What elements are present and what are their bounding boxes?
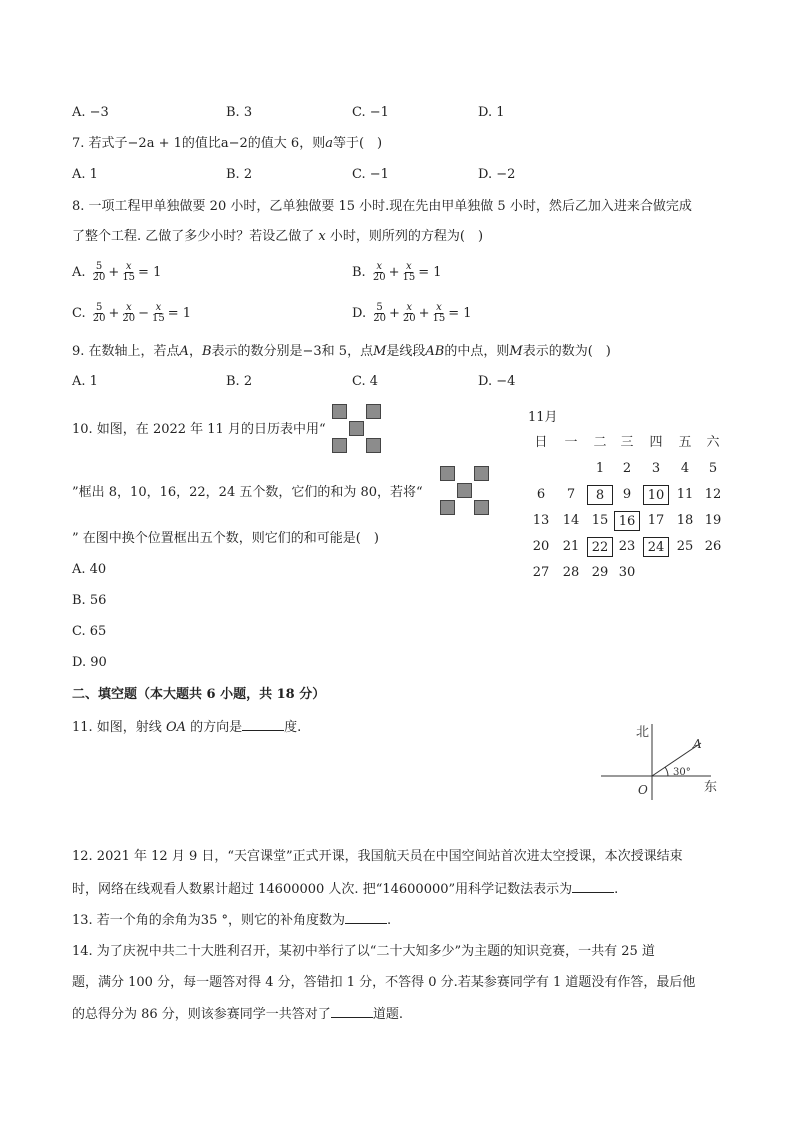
q9-stem: 9. 在数轴上，若点A，B表示的数分别是−3和 5，点M是线段AB的中点，则M表示的数为( ): [72, 344, 611, 359]
calendar-day: 14: [562, 513, 580, 528]
fraction: $\frac{5}{20}$: [373, 302, 386, 324]
q8-line2: [72, 228, 483, 246]
q8-option-b: B. $\frac{x}{20}$ + $\frac{x}{15}$ = 1: [352, 261, 442, 283]
calendar-day: 10: [643, 485, 669, 505]
answer-blank[interactable]: [242, 718, 284, 731]
q8-var: x: [318, 229, 326, 244]
fraction: $\frac{x}{15}$: [152, 302, 165, 324]
q7-option-c: C. −1: [352, 167, 389, 182]
fraction: $\frac{x}{20}$: [122, 302, 136, 324]
calendar-day: 30: [618, 565, 636, 580]
calendar-day: 2: [622, 461, 632, 476]
q8-option-c: C. $\frac{5}{20}$ + $\frac{x}{20}$ − $\frac{x}{15}$ = 1: [72, 302, 192, 324]
angle-arc: [665, 767, 668, 776]
calendar-title: 11月: [528, 410, 558, 425]
q10-line1: 10. 如图，在 2022 年 11 月的日历表中用“: [72, 422, 326, 437]
answer-blank[interactable]: [331, 1005, 373, 1018]
calendar-weekday: 三: [620, 435, 634, 450]
east-label: 东: [704, 780, 718, 795]
q7-option-d: D. −2: [478, 167, 516, 182]
q8-label-c: C.: [72, 306, 86, 321]
q7-stem-text: 7. 若式子−2a + 1的值比a−2的值大 6，则: [72, 136, 326, 151]
calendar-weekday: 四: [649, 435, 663, 450]
calendar-day: 28: [562, 565, 580, 580]
q10-option-b: B. 56: [72, 593, 107, 608]
calendar-day: 5: [708, 461, 718, 476]
calendar-day: 23: [618, 539, 636, 554]
calendar-day: 7: [566, 487, 576, 502]
q12-line2: 时，网络在线观看人数累计超过 14600000 人次. 把“14600000”用科学记数法表示为 .: [72, 882, 619, 897]
q7-option-b: B. 2: [226, 167, 253, 182]
q8-line1: 8. 一项工程甲单独做要 20 小时，乙单独做要 15 小时.现在先由甲单独做 5 小时，然后乙加入进来合做完成: [72, 199, 692, 214]
calendar-day: 12: [704, 487, 722, 502]
calendar-day: 4: [680, 461, 690, 476]
q12-line1: 12. 2021 年 12 月 9 日，“天宫课堂”正式开课，我国航天员在中国空间站首次进太空授课，本次授课结束: [72, 849, 683, 864]
calendar-day: 13: [532, 513, 550, 528]
q8-label-a: A.: [72, 265, 86, 280]
q8-label-d: D.: [352, 306, 367, 321]
calendar-day: 19: [704, 513, 722, 528]
answer-blank[interactable]: [345, 911, 387, 924]
q9-option-d: D. −4: [478, 374, 516, 389]
q10-option-d: D. 90: [72, 655, 107, 670]
calendar-day: 26: [704, 539, 722, 554]
cross-pattern-icon: [332, 404, 384, 454]
calendar-day: 21: [562, 539, 580, 554]
q8-line2a: 了整个工程. 乙做了多少小时？若设乙做了: [72, 229, 315, 244]
q14-line1: 14. 为了庆祝中共二十大胜利召开，某初中举行了以“二十大知多少”为主题的知识竞赛，一共有 25 道: [72, 944, 655, 959]
calendar-day: 20: [532, 539, 550, 554]
q7-stem-end: 等于( ): [332, 136, 383, 151]
q9-option-b: B. 2: [226, 374, 253, 389]
compass-diagram: [596, 716, 726, 800]
q10-option-c: C. 65: [72, 624, 107, 639]
calendar-day: 16: [614, 511, 640, 531]
q6-option-d: D. 1: [478, 105, 505, 120]
fraction: $\frac{x}{15}$: [402, 261, 416, 283]
q10-line3: ” 在图中换个位置框出五个数，则它们的和可能是( ): [72, 531, 379, 546]
q9-option-a: A. 1: [72, 374, 98, 389]
calendar-day: 6: [536, 487, 546, 502]
calendar-weekday: 六: [706, 435, 720, 450]
calendar-weekday: 日: [534, 435, 548, 450]
calendar-weekday: 二: [593, 435, 607, 450]
calendar-day: 27: [532, 565, 550, 580]
angle-label: 30°: [673, 767, 691, 778]
calendar-weekday: 五: [678, 435, 692, 450]
q14-line2: 题，满分 100 分，每一题答对得 4 分，答错扣 1 分，不答得 0 分.若某参赛同学有 1 道题没有作答，最后他: [72, 975, 696, 990]
fraction: $\frac{5}{20}$: [92, 302, 106, 324]
q7-var: a: [325, 136, 333, 151]
fraction: $\frac{x}{20}$: [372, 261, 386, 283]
fraction: $\frac{x}{15}$: [432, 302, 446, 324]
calendar-day: 25: [676, 539, 694, 554]
calendar-day: 1: [595, 461, 605, 476]
calendar-day: 29: [591, 565, 609, 580]
fraction: $\frac{x}{20}$: [402, 302, 416, 324]
q6-option-a: A. −3: [72, 105, 109, 120]
origin-o-label: O: [638, 783, 648, 797]
q14-line3: 的总得分为 86 分，则该参赛同学一共答对了 道题.: [72, 1007, 403, 1022]
calendar-weekday: 一: [564, 435, 578, 450]
calendar-day: 11: [676, 487, 694, 502]
north-label: 北: [636, 725, 650, 740]
q8-line2b: 小时，则所列的方程为( ): [329, 229, 484, 244]
q8-option-d: D. $\frac{5}{20}$ + $\frac{x}{20}$ + $\frac{x}{15}$ = 1: [352, 302, 472, 324]
calendar-day: 3: [651, 461, 661, 476]
fraction: $\frac{5}{20}$: [92, 261, 106, 283]
q7-option-a: A. 1: [72, 167, 98, 182]
fraction: $\frac{x}{15}$: [122, 261, 136, 283]
point-a-label: A: [693, 737, 702, 751]
section-2-title: 二、填空题（本大题共 6 小题，共 18 分）: [72, 687, 326, 702]
q13-stem: 13. 若一个角的余角为35 °，则它的补角度数为 .: [72, 913, 392, 928]
q8-option-a: A. $\frac{5}{20}$ + $\frac{x}{15}$ = 1: [72, 261, 162, 283]
q6-option-c: C. −1: [352, 105, 389, 120]
q9-option-c: C. 4: [352, 374, 379, 389]
calendar-day: 8: [587, 485, 613, 505]
calendar-day: 9: [622, 487, 632, 502]
cross-pattern-icon: [440, 466, 492, 516]
q7-stem: [72, 135, 382, 153]
calendar-day: 18: [676, 513, 694, 528]
q11-stem: 11. 如图，射线 OA 的方向是 度.: [72, 720, 302, 735]
answer-blank[interactable]: [572, 880, 614, 893]
q6-option-b: B. 3: [226, 105, 253, 120]
calendar-day: 15: [591, 513, 609, 528]
calendar-day: 24: [643, 537, 669, 557]
calendar-day: 17: [647, 513, 665, 528]
calendar-day: 22: [587, 537, 613, 557]
q8-label-b: B.: [352, 265, 366, 280]
q10-line2: ”框出 8，10，16，22，24 五个数，它们的和为 80，若将“: [72, 485, 423, 500]
q10-option-a: A. 40: [72, 562, 107, 577]
